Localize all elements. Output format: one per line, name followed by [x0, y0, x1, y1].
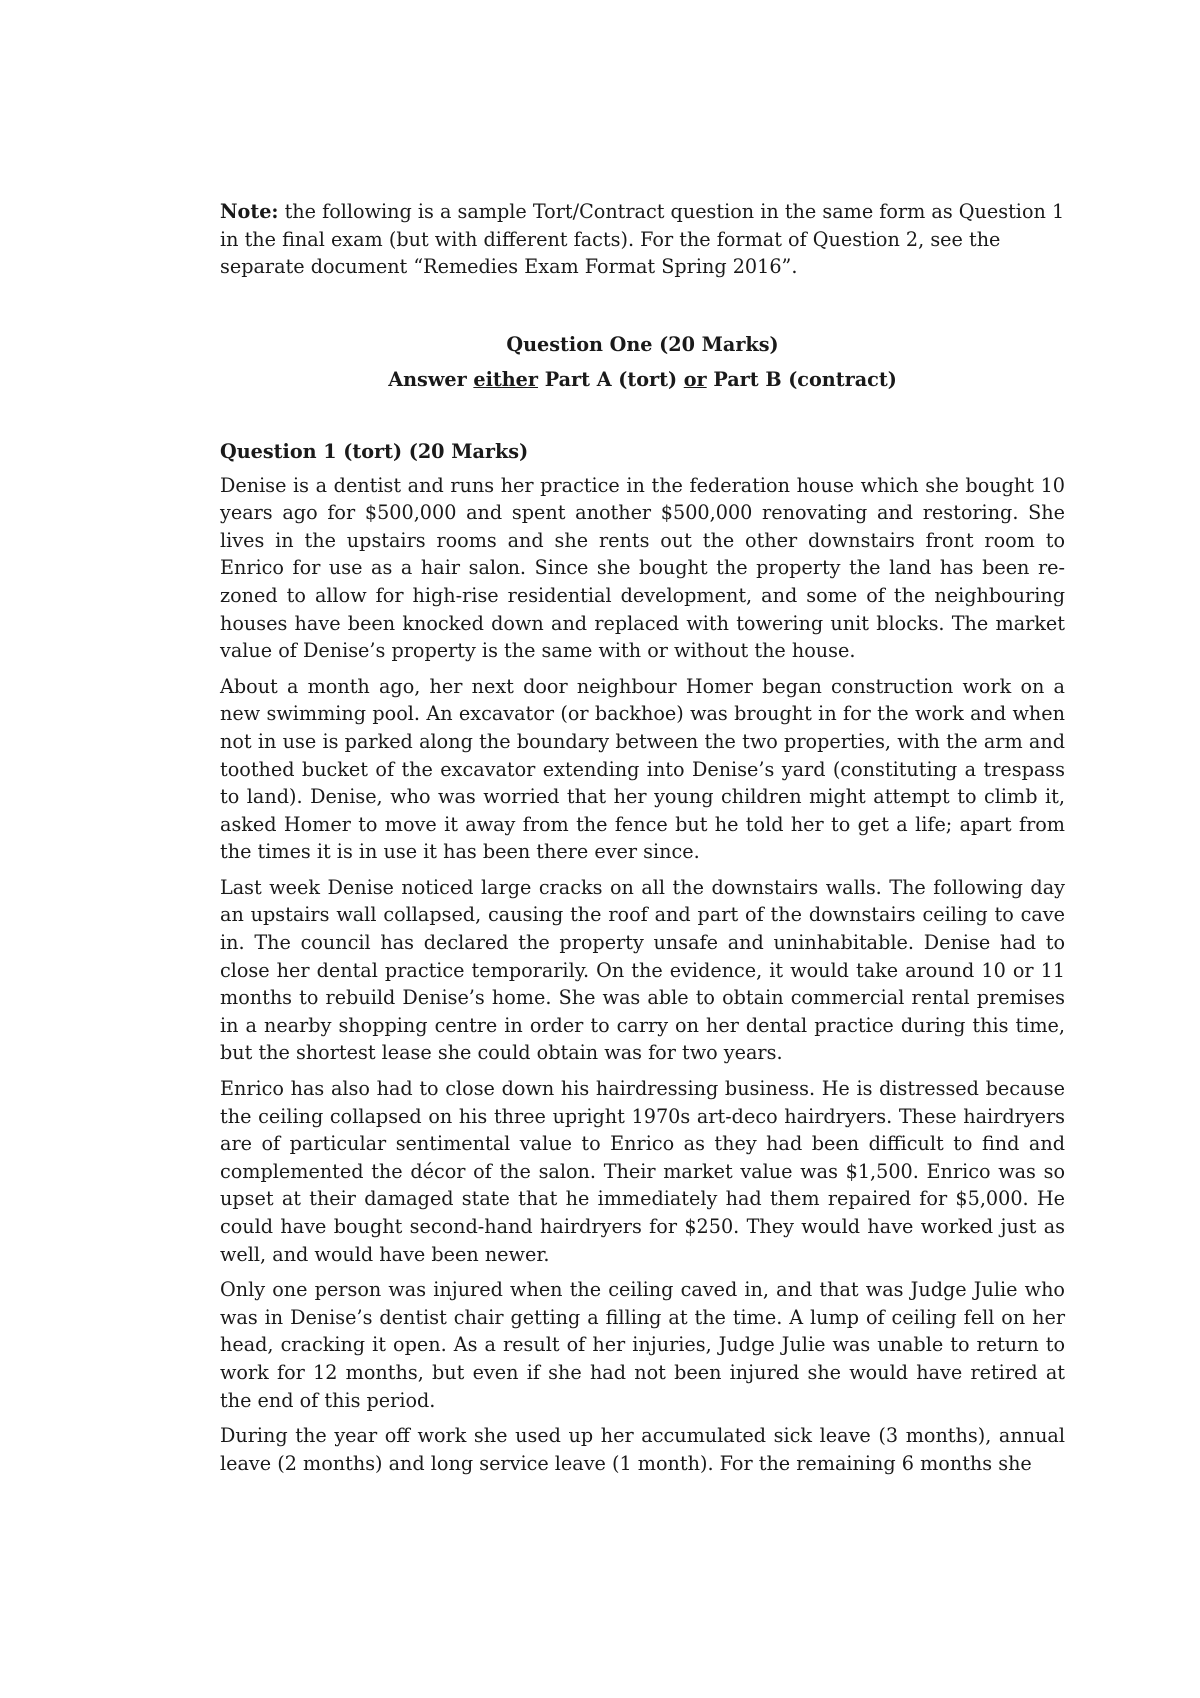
answer-instruction-either: either	[473, 368, 539, 392]
question-one-title: Question One (20 Marks)	[506, 332, 779, 356]
paragraph: Denise is a dentist and runs her practice in the federation house which she bought 10 years ago for $500,000 and spent another $500,000 renovating and restoring. She lives in the upstairs rooms and she rents out the other downstairs front room to Enrico for use as a hair salon. Since she bought the property the land has been re-zoned to allow for high-rise residential development, and some of the neighbouring houses have been knocked down and replaced with towering unit blocks. The market value of Denise’s property is the same with or without the house.	[220, 473, 1065, 663]
answer-instruction-mid: Part A (tort)	[538, 368, 684, 392]
document-page	[220, 198, 1065, 1477]
paragraph: About a month ago, her next door neighbour Homer began construction work on a new swimming pool. An excavator (or backhoe) was brought in for the work and when not in use is parked along the boundary between the two properties, with the arm and toothed bucket of the excavator extending into Denise’s yard (constituting a trespass to land). Denise, who was worried that her young children might attempt to climb it, asked Homer to move it away from the fence but he told her to get a life; apart from the times it is in use it has been there ever since.	[220, 674, 1065, 864]
answer-instruction-post: Part B (contract)	[706, 368, 897, 392]
note-label: Note:	[220, 200, 279, 223]
section-title-tort: Question 1 (tort) (20 Marks)	[220, 439, 529, 463]
intro-note	[220, 198, 1065, 281]
answer-instruction-or: or	[683, 368, 707, 392]
paragraph: During the year off work she used up her accumulated sick leave (3 months), annual leave (2 months) and long service leave (1 month). For the remaining 6 months she	[220, 1424, 1065, 1475]
answer-instruction	[220, 366, 1065, 394]
paragraph: Enrico has also had to close down his hairdressing business. He is distressed because the ceiling collapsed on his three upright 1970s art-deco hairdryers. These hairdryers are of particular sentimental value to Enrico as they had been difficult to find and complemented the décor of the salon. Their market value was $1,500. Enrico was so upset at their damaged state that he immediately had them repaired for $5,000. He could have bought second-hand hairdryers for $250. They would have worked just as well, and would have been newer.	[220, 1077, 1065, 1266]
answer-instruction-pre: Answer	[388, 368, 474, 392]
note-text: the following is a sample Tort/Contract question in the same form as Question 1 in the final exam (but with different facts). For the format of Question 2, see the separate document “Remedies Exam Format Spring 2016”.	[220, 200, 1065, 279]
paragraph: Last week Denise noticed large cracks on all the downstairs walls. The following day an upstairs wall collapsed, causing the roof and part of the downstairs ceiling to cave in. The council has declared the property unsafe and uninhabitable. Denise had to close her dental practice temporarily. On the evidence, it would take around 10 or 11 months to rebuild Denise’s home. She was able to obtain commercial rental premises in a nearby shopping centre in order to carry on her dental practice during this time, but the shortest lease she could obtain was for two years.	[220, 875, 1065, 1065]
paragraph: Only one person was injured when the ceiling caved in, and that was Judge Julie who was in Denise’s dentist chair getting a filling at the time. A lump of ceiling fell on her head, cracking it open. As a result of her injuries, Judge Julie was unable to return to work for 12 months, but even if she had not been injured she would have retired at the end of this period.	[220, 1278, 1065, 1412]
